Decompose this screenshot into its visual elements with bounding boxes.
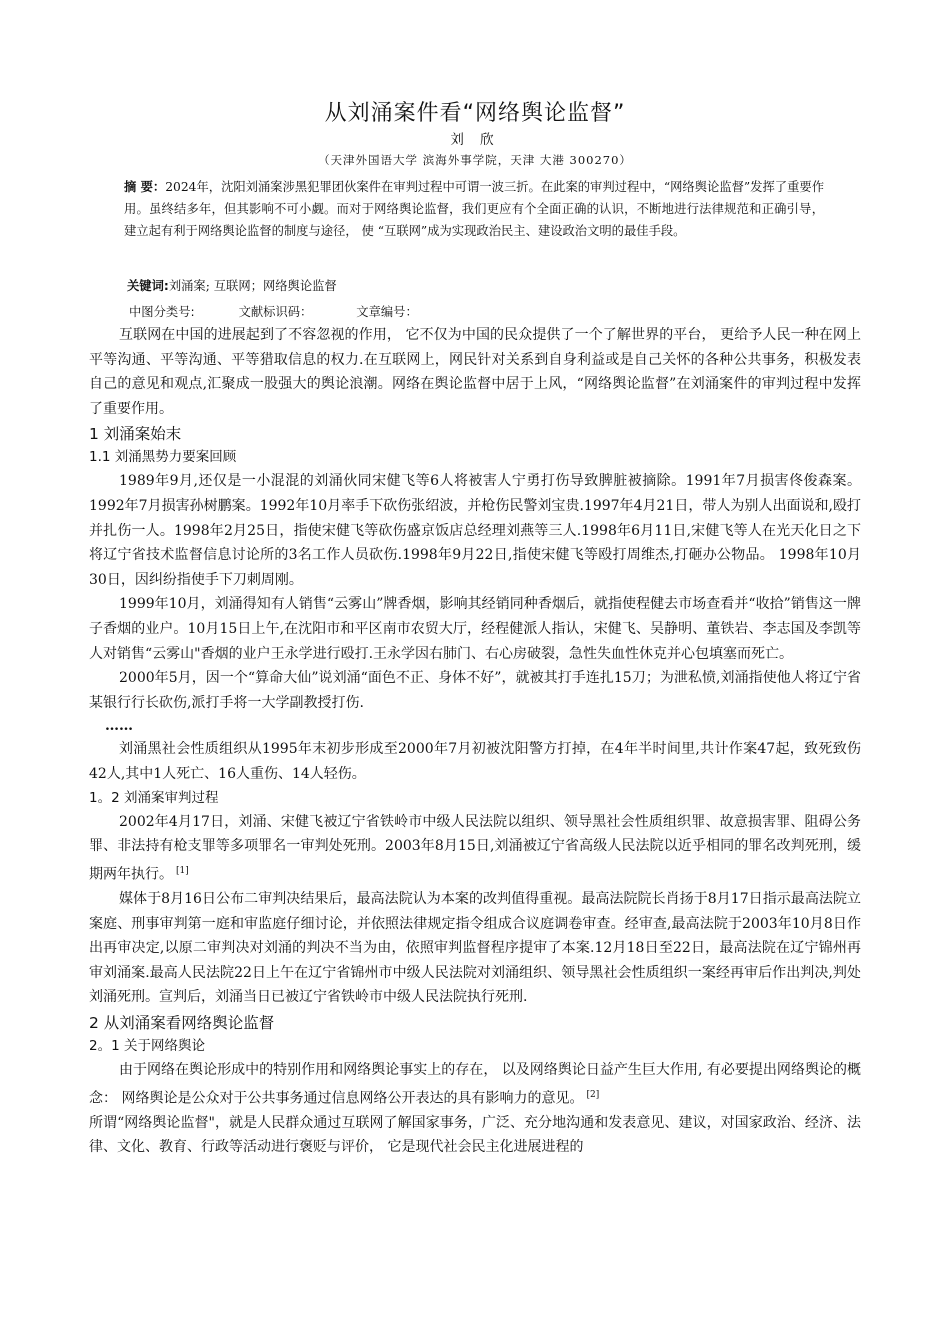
document-code-label: 文献标识码： [238,305,313,319]
paragraph [89,810,861,887]
article-number-label: 文章编号： [356,305,418,319]
subsection-heading-1-1: 1.1 刘涌黑势力要案回顾 [89,449,237,466]
section-heading-1: 1 刘涌案始末 [89,425,182,444]
paragraph: 2000年5月，因一个“算命大仙”说刘涌“面色不正、身体不好”，就被其打手连扎15刀；为泄私愤,刘涌指使他人将辽宁省某银行行长砍伤,派打手将一大学副教授打伤. [89,670,861,711]
author-name: 刘 欣 [450,132,500,148]
intro-paragraph: 互联网在中国的进展起到了不容忽视的作用， 它不仅为中国的民众提供了一个了解世界的平台， 更给予人民一种在网上平等沟通、平等沟通、平等猎取信息的权力.在互联网上，网民针对关系到自身利益或是自己关怀的各种公共事务，积极发表自己的意见和观点,汇聚成一股强大的舆论浪潮。网络在舆论监督中居于上风，“网络舆论监督”在刘涌案件的审判过程中发挥了重要作用。 [89,327,861,417]
ellipsis: …… [105,718,133,735]
section-heading-2: 2 从刘涌案看网络舆论监督 [89,1013,275,1032]
paragraph: 刘涌黑社会性质组织从1995年末初步形成至2000年7月初被沈阳警方打掉，在4年半时间里,共计作案47起，致死致伤42人,其中1人死亡、16人重伤、14人轻伤。 [89,741,861,782]
keywords [127,276,337,294]
paragraph-text: 由于网络在舆论形成中的特别作用和网络舆论事实上的存在， 以及网络舆论日益产生巨大作用, 有必要提出网络舆论的概念： 网络舆论是公众对于公共事务通过信息网络公开表达的具有影响力的意见。 [89,1061,861,1107]
paragraph-text: 2002年4月17日，刘涌、宋健飞被辽宁省铁岭市中级人民法院以组织、领导黑社会性质组织罪、故意损害罪、阻碍公务罪、非法持有枪支罪等多项罪名一审判处死刑。2003年8月15日,刘涌被辽宁省高级人民法院以近乎相同的罪名改判死刑，缓期两年执行。 [89,813,861,883]
paragraph: 1999年10月，刘涌得知有人销售“云雾山”牌香烟，影响其经销同种香烟后，就指使程健去市场查看并“收拾”销售这一牌子香烟的业户。10月15日上午,在沈阳市和平区南市农贸大厅，经程健派人指认，宋健飞、吴静明、董铁岩、李志国及李凯等人对销售“云雾山"香烟的业户王永学进行殴打.王永学因右肺门、右心房破裂，急性失血性休克并心包填塞而死亡。 [89,596,861,662]
keywords-text: 刘涌案; 互联网；网络舆论监督 [168,279,337,293]
classification-line [129,302,458,320]
keywords-label: 关键词: [127,279,169,293]
paragraph-text-continued: 所谓“网络舆论监督"，就是人民群众通过互联网了解国家事务，广泛、充分地沟通和发表意见、建议，对国家政治、经济、法律、文化、教育、行政等活动进行褒贬与评价， 它是现代社会民主化进展进程的 [89,1114,861,1156]
abstract [124,176,824,243]
paragraph: 1989年9月,还仅是一小混混的刘涌伙同宋健飞等6人将被害人宁勇打伤导致脾脏被摘除。1991年7月损害佟俊森案。1992年7月损害孙树鹏案。1992年10月率手下砍伤张绍波，并枪伤民警刘宝贵.1997年4月21日，带人为别人出面说和,殴打并扎伤一人。1998年2月25日，指使宋健飞等砍伤盛京饭店总经理刘燕等三人.1998年6月11日,宋健飞等人在光天化日之下将辽宁省技术监督信息讨论所的3名工作人员砍伤.1998年9月22日,指使宋健飞等殴打周维杰,打砸办公物品。 1998年10月30日，因纠纷指使手下刀刺周刚。 [89,473,861,588]
abstract-text: 2024年，沈阳刘涌案涉黑犯罪团伙案件在审判过程中可谓一波三折。在此案的审判过程中，“网络舆论监督”发挥了重要作用。虽终结多年，但其影响不可小觑。而对于网络舆论监督，我们更应有个全面正确的认识，不断地进行法律规范和正确引导，建立起有利于网络舆论监督的制度与途径， 使 “互联网”成为实现政治民主、建设政治文明的最佳手段。 [124,180,825,239]
citation-ref-2: [2] [586,1089,600,1100]
paper-title: 从刘涌案件看“网络舆论监督” [324,101,626,126]
subsection-heading-2-1: 2。1 关于网络舆论 [89,1037,205,1054]
subsection-heading-1-2: 1。2 刘涌案审判过程 [89,789,219,806]
class-number-label: 中图分类号: [129,305,195,319]
paper-body [89,323,861,1160]
paragraph: 媒体于8月16日公布二审判决结果后，最高法院认为本案的改判值得重视。最高法院院长肖扬于8月17日指示最高法院立案庭、刑事审判第一庭和审监庭仔细讨论，并依照法律规定指令组成合议庭调卷审查。经审查,最高法院于2003年10月8日作出再审决定,以原二审判决对刘涌的判决不当为由，依照审判监督程序提审了本案.12月18日至22日，最高法院在辽宁锦州再审刘涌案.最高人民法院22日上午在辽宁省锦州市中级人民法院对刘涌组织、领导黑社会性质组织一案经再审后作出判决,判处刘涌死刑。宣判后，刘涌当日已被辽宁省铁岭市中级人民法院执行死刑. [89,890,861,1006]
citation-ref-1: [1] [176,865,189,876]
author-affiliation: （天津外国语大学 滨海外事学院，天津 大港 300270） [318,153,632,167]
paragraph [89,1058,861,1160]
abstract-label: 摘 要： [124,180,166,194]
